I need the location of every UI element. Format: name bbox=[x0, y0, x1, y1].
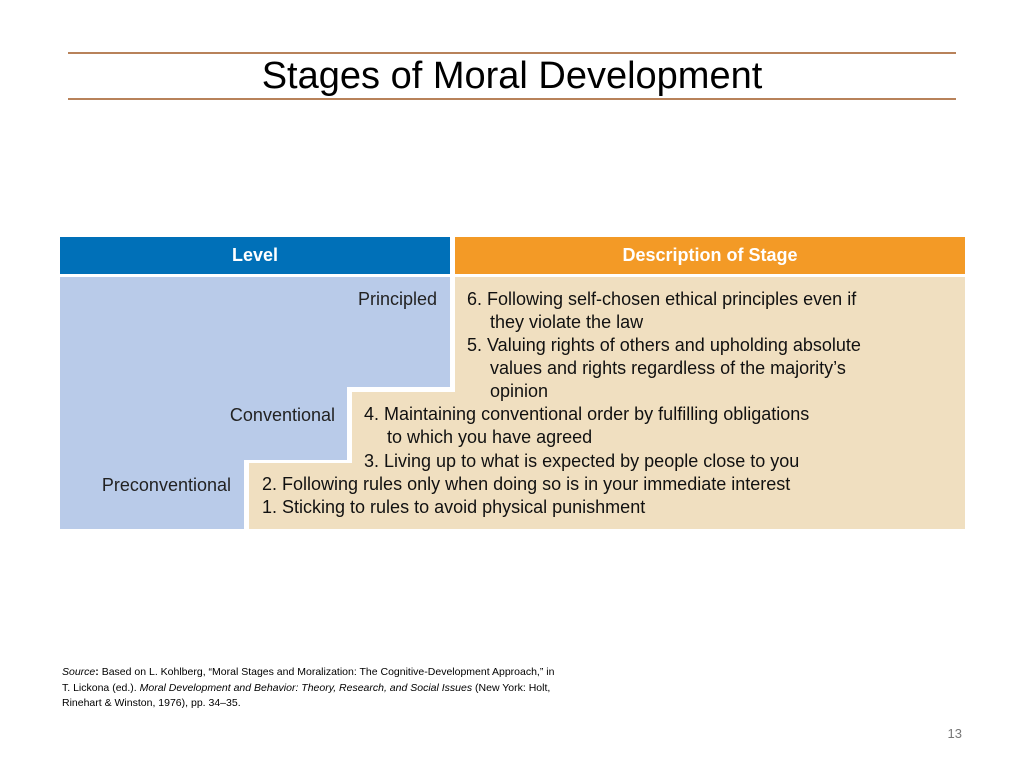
source-label: Source bbox=[62, 666, 96, 678]
level-conventional: Conventional bbox=[229, 405, 335, 425]
description-header: Description of Stage bbox=[455, 237, 965, 274]
stage-6-line-2: they violate the law bbox=[490, 312, 644, 332]
level-header: Level bbox=[60, 237, 450, 274]
stage-5-line-1: 5. Valuing rights of others and upholding absolute bbox=[467, 335, 861, 355]
stage-1: 1. Sticking to rules to avoid physical punishment bbox=[262, 497, 646, 517]
source-book-title: Moral Development and Behavior: Theory, Research, and Social Issues bbox=[139, 681, 473, 694]
source-text-2: (New York: Holt, Rinehart & Winston, 1976), pp. 34–35. bbox=[62, 681, 551, 709]
source-citation bbox=[62, 665, 562, 712]
stage-2: 2. Following rules only when doing so is in your immediate interest bbox=[262, 474, 791, 494]
stage-6-line-1: 6. Following self-chosen ethical principles even if bbox=[467, 289, 857, 309]
stage-5-line-2: values and rights regardless of the majority’s bbox=[490, 358, 846, 378]
level-principled: Principled bbox=[357, 289, 437, 309]
source-text-1: Based on L. Kohlberg, “Moral Stages and Moralization: The Cognitive-Development Approach,” in T. Lickona (ed.). bbox=[62, 666, 555, 694]
title-rule-bottom bbox=[68, 98, 956, 100]
stage-4-line-1: 4. Maintaining conventional order by fulfilling obligations bbox=[364, 404, 810, 424]
source-colon: : bbox=[95, 666, 99, 678]
level-preconventional: Preconventional bbox=[101, 475, 231, 495]
stage-4-line-2: to which you have agreed bbox=[387, 427, 593, 447]
page-number: 13 bbox=[947, 726, 962, 741]
stage-3: 3. Living up to what is expected by people close to you bbox=[364, 451, 800, 471]
slide-title: Stages of Moral Development bbox=[261, 55, 763, 97]
stage-5-line-3: opinion bbox=[490, 381, 549, 401]
